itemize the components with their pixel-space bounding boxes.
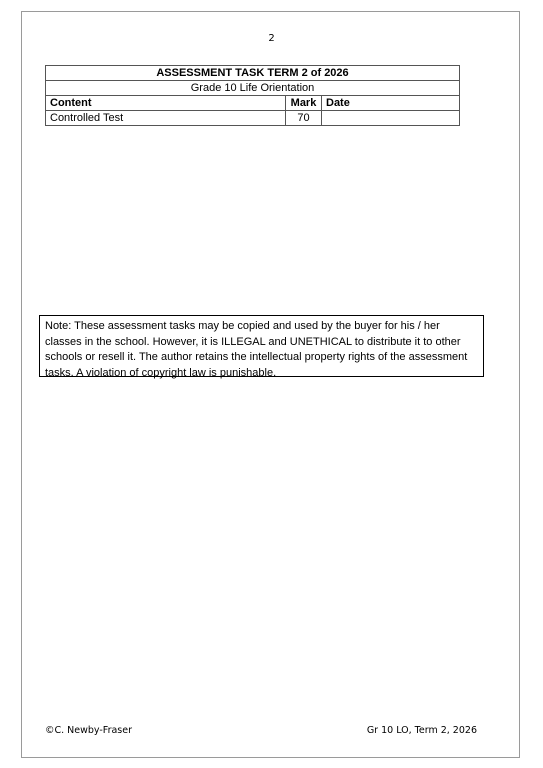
table-title: ASSESSMENT TASK TERM 2 of 2026 [46, 66, 460, 81]
footer-author: ©C. Newby-Fraser [45, 725, 133, 736]
table-header-row [46, 96, 460, 111]
table-row [46, 111, 460, 126]
cell-mark: 70 [286, 111, 322, 126]
header-date: Date [322, 96, 460, 111]
cell-content: Controlled Test [46, 111, 286, 126]
table-subtitle-row [46, 81, 460, 96]
copyright-note: Note: These assessment tasks may be copied and used by the buyer for his / her classes in the school. However, it is ILLEGAL and UNETHICAL to distribute it to other schools or resell it. The author retains the intellectual property rights of the assessment tasks. A violation of copyright law is punishable. [39, 315, 484, 377]
table-subtitle: Grade 10 Life Orientation [46, 81, 460, 96]
assessment-table [45, 65, 460, 126]
table-title-row [46, 66, 460, 81]
page-number: 2 [268, 33, 275, 44]
cell-date [322, 111, 460, 126]
header-content: Content [46, 96, 286, 111]
header-mark: Mark [286, 96, 322, 111]
footer-course: Gr 10 LO, Term 2, 2026 [366, 725, 477, 736]
